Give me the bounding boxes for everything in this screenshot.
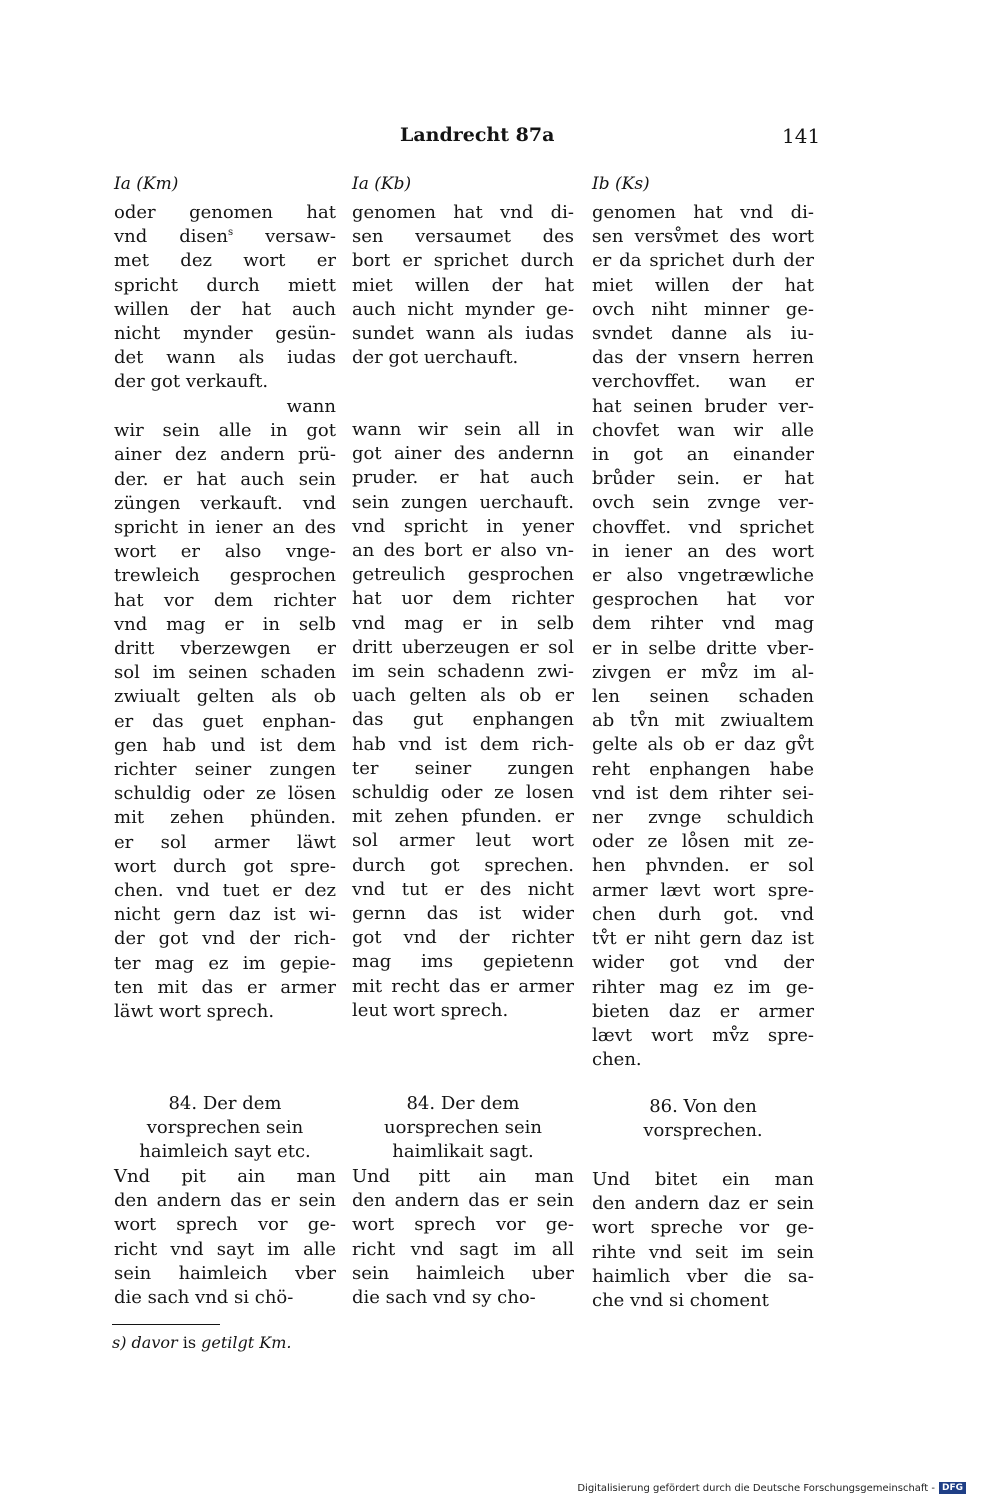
text-line: sol armer leut wort	[352, 830, 574, 852]
text-line: chen.	[592, 1049, 642, 1071]
text-line: Vnd pit ain man	[114, 1166, 336, 1187]
text-line: hen phvnden. er sol	[592, 855, 814, 877]
text-line: oder ze lo̊sen mit ze-	[592, 831, 814, 853]
dfg-logo-icon: DFG	[939, 1482, 966, 1494]
text-line: den andern das er sein	[114, 1190, 336, 1212]
digitization-credit	[577, 1482, 966, 1494]
text-line: wort spreche vor ge-	[592, 1217, 814, 1239]
text-line: vorsprechen.	[643, 1120, 763, 1142]
text-line: willen der hat auch	[114, 298, 336, 320]
text-line: vnd disen$^s$ versaw-	[114, 226, 336, 248]
text-line: vnd mag er in selb	[352, 612, 574, 634]
col1-block3	[114, 1165, 336, 1310]
text-line: ter seiner zungen	[352, 757, 574, 779]
text-line: Und bitet ein man	[592, 1169, 814, 1190]
text-line: vnd tut er des nicht	[352, 878, 574, 900]
text-line: ainer dez andern prü-	[114, 444, 336, 466]
text-line: chovfet wan wir alle	[592, 419, 814, 441]
footnote: s) davor is getilgt Km.	[112, 1333, 292, 1352]
text-line: spricht durch miett	[114, 274, 336, 296]
text-line: hab vnd ist dem rich-	[352, 733, 574, 755]
text-line: dem rihter vnd mag	[592, 613, 814, 635]
text-line: den andern daz er sein	[592, 1193, 814, 1215]
text-line: bort er sprichet durch	[352, 250, 574, 272]
text-line: vnd spricht in yener	[352, 515, 574, 537]
text-line: wann wir sein all in	[352, 419, 574, 440]
text-line: ab tv̊n mit zwiualtem	[592, 710, 814, 732]
text-line: armer lævt wort spre-	[592, 879, 814, 901]
text-line: läwt wort sprech.	[114, 1001, 275, 1023]
text-line: miet willen der hat	[592, 274, 814, 296]
text-line: got vnd der richter	[352, 927, 574, 949]
text-line: die sach vnd sy cho-	[352, 1287, 536, 1309]
footnote-rule	[112, 1324, 220, 1325]
text-line: genomen hat vnd di-	[352, 202, 574, 223]
text-line: sein haimleich vber	[114, 1262, 336, 1284]
text-line: chen. vnd tuet er dez	[114, 880, 336, 902]
text-line: verchovffet. wan er	[592, 371, 814, 393]
text-line: ovch niht minner ge-	[592, 298, 814, 320]
text-line: leut wort sprech.	[352, 999, 509, 1021]
text-line: dritt vberzewgen er	[114, 638, 336, 660]
footnote-marker: s	[228, 227, 234, 239]
text-line: 84. Der dem	[168, 1093, 282, 1114]
running-head: Landrecht 87a	[400, 124, 555, 146]
text-line: svndet danne als iu-	[592, 323, 814, 345]
text-line: der got vnd der rich-	[114, 928, 336, 950]
text-line: sundet wann als iudas	[352, 323, 574, 345]
text-line: richt vnd sayt im alle	[114, 1238, 336, 1260]
text-line: pruder. er hat auch	[352, 467, 574, 489]
text-line: er in selbe dritte vber-	[592, 637, 814, 659]
text-line: Und pitt ain man	[352, 1166, 574, 1187]
col3-heading-86	[592, 1095, 814, 1143]
text-line: rihter mag ez im ge-	[592, 976, 814, 998]
text-line: gesprochen hat vor	[592, 589, 814, 611]
text-line: im sein schadenn zwi-	[352, 661, 574, 683]
text-line: in got an einander	[592, 444, 814, 466]
text-line: er also vngetræwliche	[592, 565, 814, 587]
column-heading-1: Ia (Km)	[114, 174, 179, 194]
text-line: lævt wort mv̊z spre-	[592, 1024, 814, 1046]
text-line: wort durch got spre-	[114, 855, 336, 877]
text-line: züngen verkauft. vnd	[114, 492, 336, 514]
text-line: wann	[286, 396, 336, 417]
text-line: richter seiner zungen	[114, 759, 336, 781]
text-line: tv̊t er niht gern daz ist	[592, 928, 814, 950]
text-line: dritt uberzeugen er sol	[352, 636, 574, 658]
text-line: got ainer des andernn	[352, 443, 574, 465]
text-line: gelte als ob er daz gv̊t	[592, 734, 814, 756]
text-line: der got uerchauft.	[352, 347, 519, 369]
text-line: wider got vnd der	[592, 952, 814, 974]
text-line: zwiualt gelten als ob	[114, 686, 336, 708]
text-line: reht enphangen habe	[592, 758, 814, 780]
text-line: haimlich vber die sa-	[592, 1265, 814, 1287]
text-line: mag ims gepietenn	[352, 951, 574, 973]
column-heading-2: Ia (Kb)	[352, 174, 412, 194]
text-line: haimlikait sagt.	[392, 1141, 534, 1163]
text-line: brůder sein. er hat	[592, 468, 814, 490]
col1-block2	[114, 395, 336, 1024]
text-line: che vnd si choment	[592, 1290, 769, 1312]
text-line: durch got sprechen.	[352, 854, 574, 876]
text-line: hat vor dem richter	[114, 589, 336, 611]
text-line: 86. Von den	[649, 1096, 757, 1117]
text-line: er sol armer läwt	[114, 831, 336, 853]
text-line: an des bort er also vn-	[352, 540, 574, 562]
text-line: mit zehen phünden.	[114, 807, 336, 829]
text-line: er da sprichet durh der	[592, 250, 814, 272]
text-line: die sach vnd si chö-	[114, 1287, 294, 1309]
text-line: wir sein alle in got	[114, 420, 336, 442]
text-line: getreulich gesprochen	[352, 564, 574, 586]
text-line: oder genomen hat	[114, 202, 336, 223]
text-line: chen durh got. vnd	[592, 903, 814, 925]
text-line: sen versv̊met des wort	[592, 226, 814, 248]
col3-block1	[592, 201, 814, 1072]
text-line: vnd ist dem rihter sei-	[592, 782, 814, 804]
page-number: 141	[782, 124, 821, 148]
text-line: len seinen schaden	[592, 686, 814, 708]
text-line: genomen hat vnd di-	[592, 202, 814, 223]
text-line: mit zehen pfunden. er	[352, 806, 574, 828]
column-heading-3: Ib (Ks)	[592, 174, 650, 194]
text-line: auch nicht mynder ge-	[352, 298, 574, 320]
col1-heading-84	[114, 1092, 336, 1165]
text-line: ter mag ez im gepie-	[114, 952, 336, 974]
text-line: den andern das er sein	[352, 1190, 574, 1212]
text-line: schuldig oder ze losen	[352, 782, 574, 804]
text-line: det wann als iudas	[114, 347, 336, 369]
text-line: schuldig oder ze lösen	[114, 783, 336, 805]
text-line: er das guet enphan-	[114, 710, 336, 732]
text-line: zivgen er mv̊z im al-	[592, 661, 814, 683]
text-line: sein haimleich uber	[352, 1262, 574, 1284]
text-line: hat uor dem richter	[352, 588, 574, 610]
text-line: chovffet. vnd sprichet	[592, 516, 814, 538]
text-line: nicht gern daz ist wi-	[114, 904, 336, 926]
text-line: sol im seinen schaden	[114, 662, 336, 684]
text-line: sein zungen uerchauft.	[352, 491, 574, 513]
text-line: der got verkauft.	[114, 371, 269, 393]
text-line: gernn das ist wider	[352, 903, 574, 925]
text-line: 84. Der dem	[406, 1093, 520, 1114]
col2-block3	[352, 1165, 574, 1310]
text-line: miet willen der hat	[352, 274, 574, 296]
text-line: ner zvnge schuldich	[592, 807, 814, 829]
text-line: hat seinen bruder ver-	[592, 395, 814, 417]
text-line: gen hab und ist dem	[114, 734, 336, 756]
text-line: trewleich gesprochen	[114, 565, 336, 587]
text-line: ovch sein zvnge ver-	[592, 492, 814, 514]
text-line: wort sprech vor ge-	[114, 1214, 336, 1236]
text-line: richt vnd sagt im all	[352, 1238, 574, 1260]
text-line: vnd mag er in selb	[114, 613, 336, 635]
text-line: mit recht das er armer	[352, 975, 574, 997]
col3-block3	[592, 1168, 814, 1313]
text-line: wort sprech vor ge-	[352, 1214, 574, 1236]
col2-block1	[352, 201, 574, 370]
text-line: ten mit das er armer	[114, 976, 336, 998]
text-line: sen versaumet des	[352, 226, 574, 248]
credit-text: Digitalisierung gefördert durch die Deutsche Forschungsgemeinschaft -	[577, 1482, 935, 1494]
text-line: rihte vnd seit im sein	[592, 1241, 814, 1263]
text-line: vorsprechen sein	[146, 1117, 304, 1139]
text-line: uorsprechen sein	[384, 1117, 542, 1139]
col2-heading-84	[352, 1092, 574, 1165]
text-line: in iener an des wort	[592, 540, 814, 562]
text-line: uach gelten als ob er	[352, 685, 574, 707]
text-line: das gut enphangen	[352, 709, 574, 731]
text-line: spricht in iener an des	[114, 517, 336, 539]
text-line: das der vnsern herren	[592, 347, 814, 369]
text-line: der. er hat auch sein	[114, 468, 336, 490]
text-line: haimleich sayt etc.	[139, 1141, 311, 1163]
text-line: bieten daz er armer	[592, 1000, 814, 1022]
text-line: nicht mynder gesün-	[114, 323, 336, 345]
text-line: wort er also vnge-	[114, 541, 336, 563]
col1-block1	[114, 201, 336, 395]
col2-block2	[352, 418, 574, 1023]
text-line: met dez wort er	[114, 250, 336, 272]
